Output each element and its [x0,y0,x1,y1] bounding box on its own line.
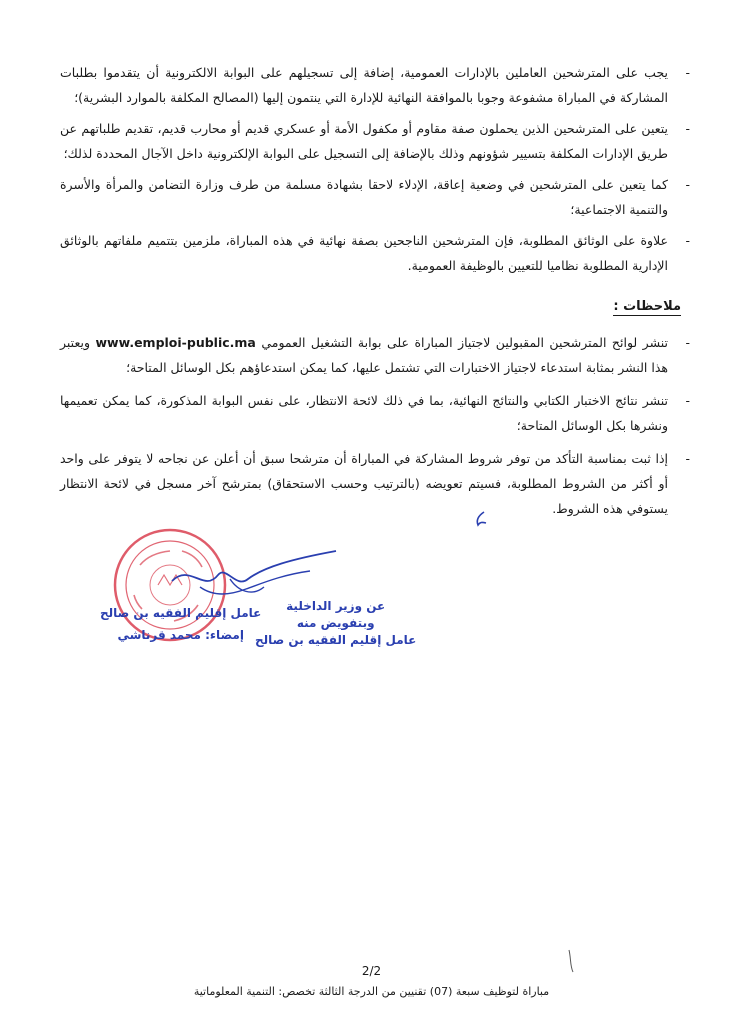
footer: مباراة لتوظيف سبعة (07) تقنيين من الدرجة الثالثة تخصص: التنمية المعلوماتية [193,985,550,998]
checkmark-icon [474,510,488,528]
portal-link[interactable]: www.emploi-public.ma [95,335,256,350]
notes-heading: ملاحظات : [613,299,681,314]
list-item: - تنشر نتائج الاختبار الكتابي والنتائج النهائية، بما في ذلك لائحة الانتظار، على نفس البوابة المذكورة، كما يمكن تعميمها ونشرها بكل الوسائل المتاحة؛ [60,393,690,433]
requirements-list [60,60,692,284]
list-item: - علاوة على الوثائق المطلوبة، فإن المترشحين الناجحين بصفة نهائية في هذه المباراة، ملزمين بتتميم ملفاتهم بالوثائق الإدارية المطلوبة نظاميا للتعيين بالوظيفة العمومية. [60,233,690,273]
page-number: 2/2 [361,964,382,978]
list-item: - تنشر لوائح المترشحين المقبولين لاجتياز المباراة على بوابة التشغيل العمومي www.emploi-public.ma ويعتبر هذا النشر بمثابة استدعاء لاجتياز الاختبارات التي تشتمل عليها، كما يمكن استدعاؤهم بكل الوسائل المتاحة؛ [60,335,690,375]
notes-list [60,330,692,529]
signature-block-governor: عامل إقليم الفقيه بن صالح إمضاء: محمد قرناشي [100,606,262,642]
list-item: - إذا ثبت بمناسبة التأكد من توفر شروط المشاركة في المباراة أن مترشحا سبق أن أعلن عن نجاحه لا يتوفر على واحد أو أكثر من الشروط المطلوبة، فسيتم تعويضه (بالترتيب وحسب الاستحقاق) بمترشح آخر مسجل في لائحة الانتظار يستوفي هذه الشروط. [60,451,690,516]
list-item: - يجب على المترشحين العاملين بالإدارات العمومية، إضافة إلى تسجيلهم على البوابة الالكترونية أن يتقدموا بطلبات المشاركة في المباراة مشفوعة وجوبا بالموافقة النهائية للإدارة التي ينتمون إليها (المصالح المكلفة بالموارد البشرية)؛ [60,65,690,105]
list-item: - يتعين على المترشحين الذين يحملون صفة مقاوم أو مكفول الأمة أو عسكري قديم أو محارب قديم، تقديم طلباتهم عن طريق الإدارات المكلفة بتسيير شؤونهم وذلك بالإضافة إلى التسجيل على البوابة الإلكترونية داخل الآجال المحددة لذلك؛ [60,121,690,161]
list-item: - كما يتعين على المترشحين في وضعية إعاقة، الإدلاء لاحقا بشهادة مسلمة من طرف وزارة التضامن والمرأة والأسرة والتنمية الاجتماعية؛ [60,177,690,217]
signature-block-ministry: عن وزير الداخلية وبتفويض منه عامل إقليم الفقيه بن صالح [255,599,417,647]
